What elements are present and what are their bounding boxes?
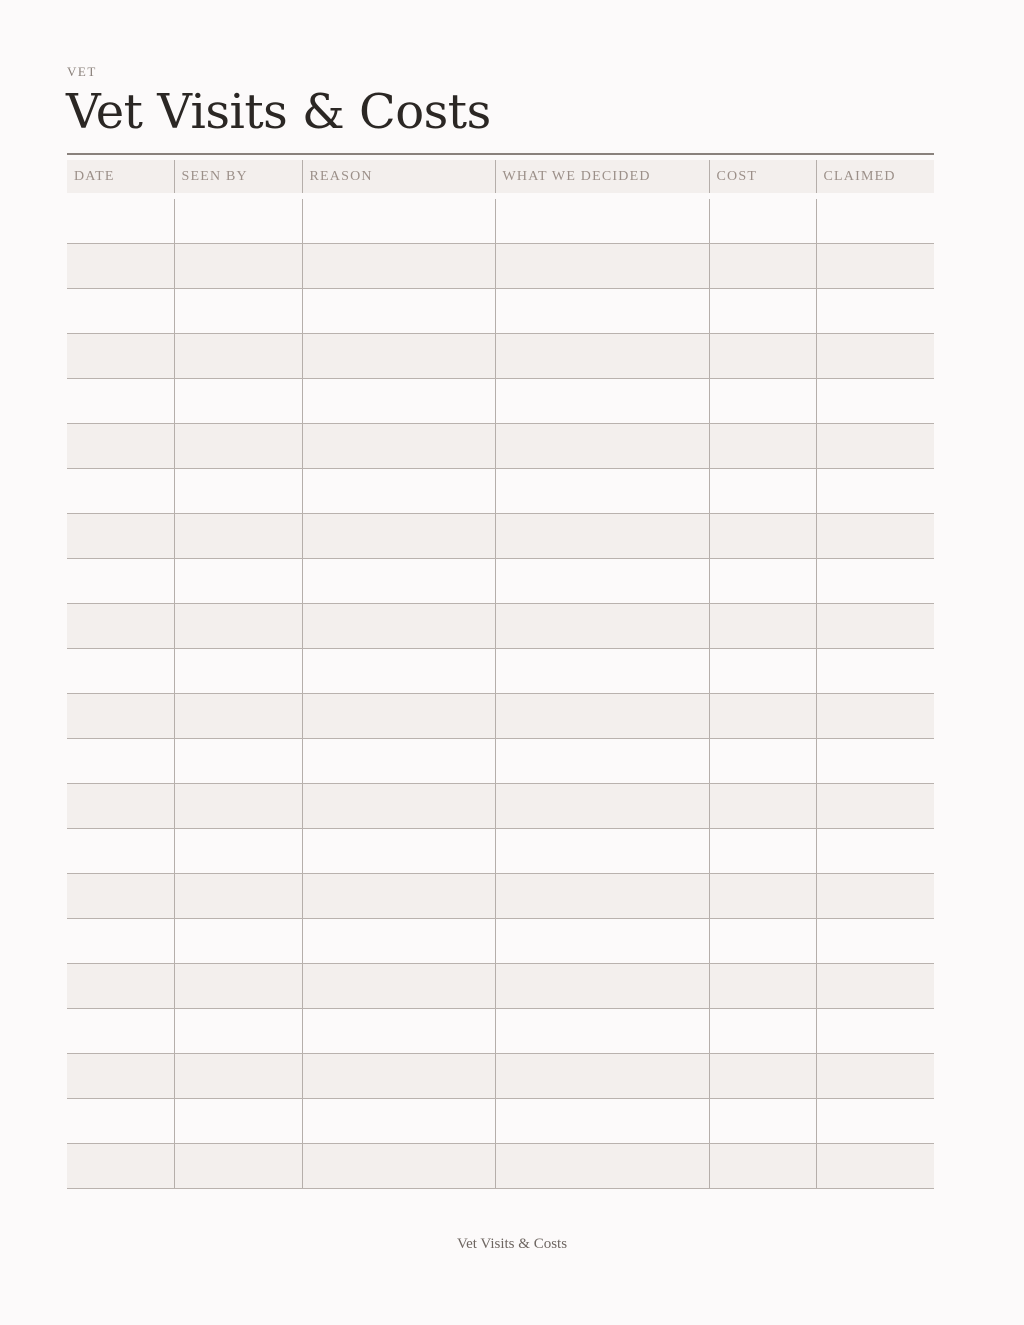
cell-reason[interactable] [302,829,495,874]
table-row [67,379,934,424]
cell-what-we-decided[interactable] [495,289,709,334]
cell-cost[interactable] [709,514,816,559]
cell-reason[interactable] [302,649,495,694]
cell-what-we-decided[interactable] [495,919,709,964]
cell-date[interactable] [67,604,174,649]
cell-cost[interactable] [709,334,816,379]
cell-what-we-decided[interactable] [495,1009,709,1054]
cell-seen-by[interactable] [174,559,302,604]
cell-what-we-decided[interactable] [495,1099,709,1144]
cell-seen-by[interactable] [174,334,302,379]
cell-claimed[interactable] [816,1054,934,1099]
table-row [67,1099,934,1144]
cell-cost[interactable] [709,196,816,244]
cell-what-we-decided[interactable] [495,739,709,784]
cell-reason[interactable] [302,514,495,559]
cell-seen-by[interactable] [174,424,302,469]
cell-cost[interactable] [709,289,816,334]
cell-seen-by[interactable] [174,1099,302,1144]
table-row [67,739,934,784]
cell-claimed[interactable] [816,289,934,334]
cell-reason[interactable] [302,334,495,379]
cell-what-we-decided[interactable] [495,514,709,559]
cell-seen-by[interactable] [174,649,302,694]
cell-seen-by[interactable] [174,379,302,424]
cell-what-we-decided[interactable] [495,559,709,604]
cell-cost[interactable] [709,1099,816,1144]
cell-claimed[interactable] [816,244,934,289]
cell-what-we-decided[interactable] [495,964,709,1009]
cell-claimed[interactable] [816,919,934,964]
cell-cost[interactable] [709,649,816,694]
cell-what-we-decided[interactable] [495,196,709,244]
cell-what-we-decided[interactable] [495,379,709,424]
cell-reason[interactable] [302,964,495,1009]
cell-seen-by[interactable] [174,469,302,514]
cell-what-we-decided[interactable] [495,649,709,694]
cell-date[interactable] [67,559,174,604]
table-row [67,289,934,334]
cell-claimed[interactable] [816,829,934,874]
cell-claimed[interactable] [816,379,934,424]
cell-cost[interactable] [709,874,816,919]
cell-date[interactable] [67,379,174,424]
cell-claimed[interactable] [816,514,934,559]
cell-claimed[interactable] [816,469,934,514]
table-row [67,1144,934,1189]
cell-what-we-decided[interactable] [495,244,709,289]
cell-cost[interactable] [709,244,816,289]
cell-reason[interactable] [302,1054,495,1099]
cell-seen-by[interactable] [174,829,302,874]
cell-cost[interactable] [709,694,816,739]
cell-date[interactable] [67,784,174,829]
cell-claimed[interactable] [816,784,934,829]
cell-date[interactable] [67,964,174,1009]
cell-what-we-decided[interactable] [495,829,709,874]
cell-claimed[interactable] [816,1009,934,1054]
column-header-cost: COST [709,158,816,197]
cell-cost[interactable] [709,919,816,964]
cell-what-we-decided[interactable] [495,604,709,649]
table-row [67,919,934,964]
table-row [67,244,934,289]
cell-what-we-decided[interactable] [495,784,709,829]
table-row [67,784,934,829]
cell-cost[interactable] [709,469,816,514]
cell-claimed[interactable] [816,874,934,919]
cell-reason[interactable] [302,379,495,424]
cell-date[interactable] [67,289,174,334]
table-row [67,694,934,739]
cell-what-we-decided[interactable] [495,469,709,514]
table-row [67,514,934,559]
cell-date[interactable] [67,244,174,289]
cell-reason[interactable] [302,739,495,784]
cell-date[interactable] [67,874,174,919]
cell-reason[interactable] [302,874,495,919]
cell-cost[interactable] [709,829,816,874]
cell-claimed[interactable] [816,334,934,379]
cell-what-we-decided[interactable] [495,874,709,919]
cell-seen-by[interactable] [174,784,302,829]
table-row [67,874,934,919]
cell-cost[interactable] [709,784,816,829]
cell-reason[interactable] [302,919,495,964]
cell-reason[interactable] [302,424,495,469]
cell-claimed[interactable] [816,1144,934,1189]
cell-reason[interactable] [302,1099,495,1144]
cell-claimed[interactable] [816,1099,934,1144]
visits-table-container [67,153,934,1189]
table-row [67,469,934,514]
cell-cost[interactable] [709,1054,816,1099]
cell-cost[interactable] [709,379,816,424]
cell-reason[interactable] [302,604,495,649]
cell-date[interactable] [67,1099,174,1144]
cell-what-we-decided[interactable] [495,424,709,469]
cell-date[interactable] [67,694,174,739]
table-row [67,424,934,469]
cell-date[interactable] [67,919,174,964]
cell-reason[interactable] [302,196,495,244]
cell-reason[interactable] [302,784,495,829]
cell-claimed[interactable] [816,964,934,1009]
cell-seen-by[interactable] [174,604,302,649]
cell-what-we-decided[interactable] [495,694,709,739]
cell-claimed[interactable] [816,694,934,739]
cell-reason[interactable] [302,559,495,604]
cell-date[interactable] [67,514,174,559]
page-footer: Vet Visits & Costs [456,1236,568,1252]
table-row [67,1009,934,1054]
cell-date[interactable] [67,196,174,244]
cell-reason[interactable] [302,1009,495,1054]
cell-claimed[interactable] [816,649,934,694]
cell-date[interactable] [67,649,174,694]
cell-claimed[interactable] [816,196,934,244]
cell-cost[interactable] [709,604,816,649]
column-header-seen-by: SEEN BY [174,158,302,197]
table-row [67,604,934,649]
cell-seen-by[interactable] [174,1009,302,1054]
cell-date[interactable] [67,1054,174,1099]
column-header-what-we-decided: WHAT WE DECIDED [495,158,709,197]
table-row [67,829,934,874]
cell-reason[interactable] [302,244,495,289]
column-header-date: DATE [67,158,174,197]
cell-seen-by[interactable] [174,874,302,919]
cell-reason[interactable] [302,289,495,334]
cell-date[interactable] [67,1144,174,1189]
table-row [67,1054,934,1099]
column-header-reason: REASON [302,158,495,197]
visits-table [67,155,934,1189]
page-title: Vet Visits & Costs [66,84,491,140]
cell-cost[interactable] [709,964,816,1009]
cell-cost[interactable] [709,1144,816,1189]
cell-date[interactable] [67,1009,174,1054]
table-row [67,649,934,694]
table-row [67,334,934,379]
cell-seen-by[interactable] [174,964,302,1009]
cell-reason[interactable] [302,469,495,514]
cell-date[interactable] [67,334,174,379]
cell-cost[interactable] [709,559,816,604]
cell-reason[interactable] [302,1144,495,1189]
cell-seen-by[interactable] [174,196,302,244]
cell-what-we-decided[interactable] [495,334,709,379]
cell-claimed[interactable] [816,424,934,469]
cell-seen-by[interactable] [174,1054,302,1099]
table-row [67,559,934,604]
column-header-claimed: CLAIMED [816,158,934,197]
section-eyebrow: VET [67,64,97,79]
cell-date[interactable] [67,829,174,874]
table-row [67,964,934,1009]
cell-claimed[interactable] [816,739,934,784]
cell-what-we-decided[interactable] [495,1144,709,1189]
cell-what-we-decided[interactable] [495,1054,709,1099]
cell-cost[interactable] [709,739,816,784]
cell-date[interactable] [67,424,174,469]
cell-seen-by[interactable] [174,694,302,739]
cell-claimed[interactable] [816,559,934,604]
cell-seen-by[interactable] [174,514,302,559]
cell-seen-by[interactable] [174,739,302,784]
cell-reason[interactable] [302,694,495,739]
table-body [67,196,934,1189]
cell-seen-by[interactable] [174,1144,302,1189]
cell-cost[interactable] [709,1009,816,1054]
cell-date[interactable] [67,469,174,514]
cell-claimed[interactable] [816,604,934,649]
cell-seen-by[interactable] [174,289,302,334]
cell-seen-by[interactable] [174,919,302,964]
cell-cost[interactable] [709,424,816,469]
table-row [67,196,934,244]
table-header-row [67,158,934,197]
cell-date[interactable] [67,739,174,784]
cell-seen-by[interactable] [174,244,302,289]
